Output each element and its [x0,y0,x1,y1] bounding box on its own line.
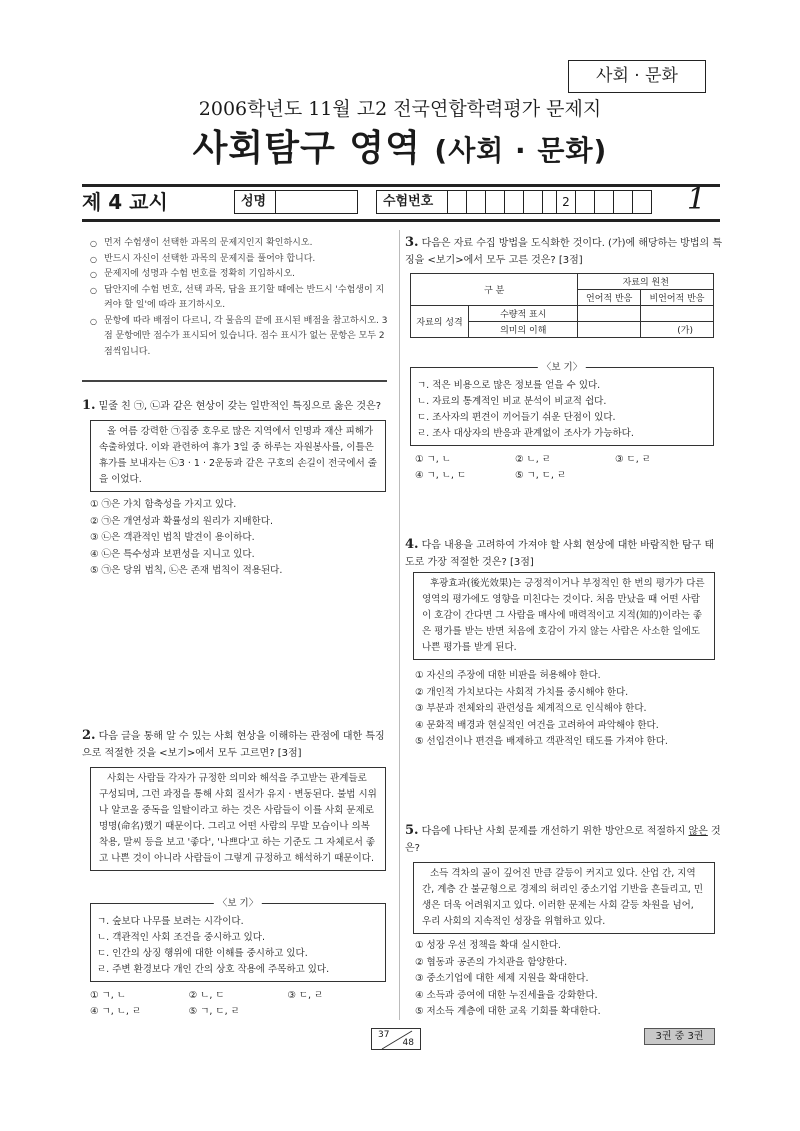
option-item[interactable]: ② ㄴ, ㄷ [188,990,225,1001]
question-4-options [415,668,720,751]
option-item[interactable]: ⑤ ㄱ, ㄷ, ㄹ [188,1006,240,1017]
question-number: 2. [82,728,96,743]
option-item[interactable]: ⑤ ㉠은 당위 법칙, ㉡은 존재 법칙이 적용된다. [90,565,283,576]
question-text: 다음 글을 통해 알 수 있는 사회 현상을 이해하는 관점에 대한 특징으로 적절한 것을 <보기>에서 모두 고르면? [3점] [82,731,385,759]
table-row-quantitative: 수량적 표시 [469,306,578,322]
main-title-text: 사회탐구 영역 [192,128,421,169]
main-subtitle: (사회 · 문화) [434,134,608,167]
question-text: 다음에 나타난 사회 문제를 개선하기 위한 방안으로 적절하지 [421,826,689,837]
bogi-title: 〈 보 기 〉 [538,360,586,376]
question-number: 5. [405,823,419,838]
question-1-options [90,497,390,580]
question-3-options [415,452,715,484]
question-number: 3. [405,235,419,250]
table-source-header: 자료의 원천 [578,274,714,290]
question-text-underlined: 않은 [688,826,708,837]
exam-number-cell[interactable] [448,190,467,214]
instruction-item: ○ 문항에 따라 배점이 다르니, 각 물음의 끝에 표시된 배점을 참고하시오. 3점 문항에만 점수가 표시되어 있습니다. 점수 표시가 없는 문항은 모두 2점씩입니다. [90,314,390,361]
question-2-passage [90,767,386,871]
option-item[interactable]: ④ 소득과 증여에 대한 누진세율을 강화한다. [415,989,598,1001]
exam-number-cell[interactable] [524,190,543,214]
table-cell [640,306,713,322]
exam-number-cell: 2 [557,190,576,214]
question-1 [82,397,392,415]
option-item[interactable]: ③ 부분과 전체와의 관련성을 체계적으로 인식해야 한다. [415,703,647,714]
table-row-group: 자료의 성격 [411,306,469,338]
bogi-item: ㄱ. 숲보다 나무를 보려는 시각이다. [97,916,244,927]
instruction-item: ○ 문제지에 성명과 수험 번호를 정확히 기입하시오. [90,267,390,283]
exam-title: 2006학년도 11월 고2 전국연합학력평가 문제지 [198,98,602,120]
bogi-item: ㄷ. 인간의 상징 행위에 대한 이해를 중시하고 있다. [97,948,308,959]
option-item[interactable]: ① ㄱ, ㄴ [90,990,126,1001]
passage-text: 올 여름 강력한 ㉠집중 호우로 많은 지역에서 인명과 재산 피해가 속출하였다. 이와 관련하여 휴가 3일 중 하루는 자원봉사를, 이틀은 휴가를 보내자는 ㉡3 · 1 · 2운동과 같은 구호의 손길이 전국에서 줄을 이었다. [99,426,377,485]
passage-text: 사회는 사람들 각자가 규정한 의미와 해석을 주고받는 관계들로 구성되며, 그런 과정을 통해 사회 질서가 유지 · 변동된다. 불법 시위나 알코올 중독을 일탈이라고 하는 것은 사람들이 이를 사회 문제로 명명(命名)했기 때문이다. 그리고 어떤 사람의 무발 모습이나 의복 착용, 말씨 등을 보고 '좋다', '나쁘다'고 하는 기준도 그 자체로서 좋고 나쁜 것이 아니라 사람들이 그렇게 규정하고 해석하기 때문이다. [99,773,377,864]
exam-number-label: 수험번호 [376,190,448,214]
option-item[interactable]: ① 성장 우선 정책을 확대 실시한다. [415,940,561,951]
question-text: 다음은 자료 수집 방법을 도식화한 것이다. (가)에 해당하는 방법의 특징을 <보기>에서 모두 고른 것은? [3점] [405,238,722,266]
option-item[interactable]: ③ ㉡은 객관적인 법칙 발견이 용이하다. [90,532,255,543]
option-item[interactable]: ② ㄴ, ㄹ [515,454,551,465]
passage-text: 소득 격차의 골이 깊어진 만큼 갈등이 커지고 있다. 산업 간, 지역 간, 계층 간 불균형으로 경제의 허리인 중소기업 기반을 흔들리고, 민생은 더욱 어려워지고 있다. 이러한 문제는 사회 갈등 차원을 넘어, 우리 사회의 지속적인 성장을 위협하고 있다. [422,868,703,927]
option-item[interactable]: ⑤ ㄱ, ㄷ, ㄹ [515,470,567,481]
exam-number-cell[interactable] [467,190,486,214]
data-collection-table [410,273,714,338]
question-3 [405,234,723,269]
question-number: 4. [405,537,419,552]
period-label: 제 4 교시 [82,190,168,214]
bogi-item: ㄴ. 객관적인 사회 조건을 중시하고 있다. [97,932,265,943]
option-item[interactable]: ② 협동과 공존의 가치관을 함양한다. [415,956,568,968]
option-item[interactable]: ② ㉠은 개연성과 확률성의 원리가 지배한다. [90,515,273,527]
option-item[interactable]: ④ ㄱ, ㄴ, ㄷ [415,470,467,481]
option-item[interactable]: ① 자신의 주장에 대한 비판을 허용해야 한다. [415,670,601,681]
question-3-bogi [410,362,714,446]
table-col-group: 구 분 [411,274,578,306]
instructions-list [90,236,390,360]
option-item[interactable]: ③ ㄷ, ㄹ [287,990,324,1001]
instruction-item: ○ 먼저 수험생이 선택한 과목의 문제지인지 확인하시오. [90,236,390,252]
footer-page-total: 48 [402,1038,414,1048]
main-title [0,120,800,171]
question-1-passage [90,420,386,492]
exam-header-row [82,182,720,217]
subject-tag: 사회 · 문화 [568,60,706,93]
option-item[interactable]: ③ ㄷ, ㄹ [615,454,651,465]
exam-number-cell[interactable] [576,190,595,214]
table-marker-ga: (가) [640,322,713,338]
question-2-bogi [90,898,386,982]
question-text-end: 것은? [405,826,721,854]
table-row-meaning: 의미의 이해 [469,322,578,338]
instructions-divider [82,380,387,382]
bogi-item: ㄹ. 조사 대상자의 반응과 관계없이 조사가 가능하다. [417,428,634,439]
footer-page-current: 37 [378,1030,390,1040]
option-item[interactable]: ② 개인적 가치보다는 사회적 가치를 중시해야 한다. [415,686,629,698]
option-item[interactable]: ④ 문화적 배경과 현실적인 여건을 고려하여 파악해야 한다. [415,719,659,731]
question-5 [405,822,723,857]
table-cell [578,306,640,322]
exam-number-cell[interactable] [595,190,614,214]
bogi-title: 〈 보 기 〉 [214,896,262,912]
name-field[interactable] [276,190,358,214]
question-4 [405,536,723,571]
header-rule-top [82,184,720,187]
exam-number-cell[interactable] [486,190,505,214]
question-5-passage [413,862,715,934]
bogi-item: ㄹ. 주변 환경보다 개인 간의 상호 작용에 주목하고 있다. [97,964,330,975]
footer-volume: 3권 중 3권 [644,1028,715,1045]
option-item[interactable]: ① ㄱ, ㄴ [415,454,451,465]
exam-number-cell[interactable] [505,190,524,214]
question-2-options [90,988,386,1020]
option-item[interactable]: ⑤ 저소득 계층에 대한 교육 기회를 확대한다. [415,1006,601,1017]
header-rule-bottom [82,219,720,222]
exam-number-cell[interactable] [633,190,652,214]
question-5-options [415,938,720,1021]
passage-text: 후광효과(後光效果)는 긍정적이거나 부정적인 한 번의 평가가 다른 영역의 평가에도 영향을 미친다는 것이다. 처음 만났을 때 어떤 사람이 호감이 간다면 그 사람을 매사에 매력적이고 지적(知的)이라는 좋은 평가를 받는 반면 처음에 호감이 가지 않는 사람은 사소한 일에도 나쁜 평가를 받게 된다. [422,578,705,653]
fraction-slash-icon [372,1029,422,1051]
option-item[interactable]: ④ ㄱ, ㄴ, ㄹ [90,1006,142,1017]
instruction-item: ○ 반드시 자신이 선택한 과목의 문제지를 풀어야 합니다. [90,252,390,268]
bogi-item: ㄱ. 적은 비용으로 많은 정보를 얻을 수 있다. [417,380,601,391]
question-number: 1. [82,398,96,413]
question-2 [82,727,392,762]
page-number: 1 [686,182,706,217]
exam-number-cell[interactable] [614,190,633,214]
bogi-item: ㄷ. 조사자의 편견이 끼어들기 쉬운 단점이 있다. [417,412,616,423]
option-item[interactable]: ① ㉠은 가치 함축성을 가지고 있다. [90,499,237,510]
option-item[interactable]: ③ 중소기업에 대한 세제 지원을 확대한다. [415,973,589,984]
table-nonverbal-header: 비언어적 반응 [640,290,713,306]
footer-page-fraction [371,1028,421,1050]
table-verbal-header: 언어적 반응 [578,290,640,306]
option-item[interactable]: ⑤ 선입견이나 편견을 배제하고 객관적인 태도를 가져야 한다. [415,736,668,747]
question-text: 밑줄 친 ㉠, ㉡과 같은 현상이 갖는 일반적인 특징으로 옳은 것은? [98,401,382,412]
question-text: 다음 내용을 고려하여 가져야 할 사회 현상에 대한 바람직한 탐구 태도로 가장 적절한 것은? [3점] [405,540,715,568]
option-item[interactable]: ④ ㉡은 특수성과 보편성을 지니고 있다. [90,548,255,560]
column-divider [399,230,400,1020]
table-cell [578,322,640,338]
name-label: 성명 [234,190,276,214]
question-4-passage [413,572,715,660]
exam-number-cell [543,190,557,214]
instruction-item: ○ 답안지에 수험 번호, 선택 과목, 답을 표기할 때에는 반드시 '수험생이 지켜야 할 일'에 따라 표기하시오. [90,283,390,314]
bogi-item: ㄴ. 자료의 통계적인 비교 분석이 비교적 쉽다. [417,396,607,407]
